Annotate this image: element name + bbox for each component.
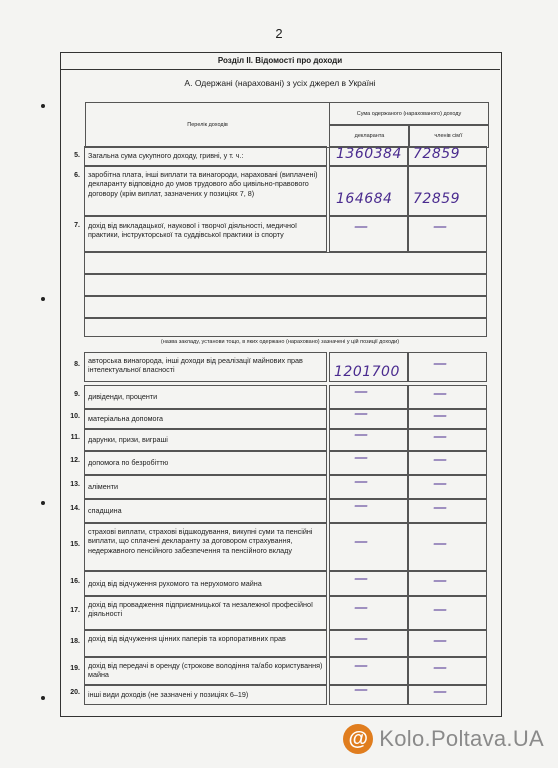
family-cell (408, 166, 487, 216)
table-row (62, 571, 487, 596)
institution-line (84, 318, 487, 337)
table-row (62, 166, 487, 216)
family-value: — (433, 572, 448, 589)
punch-hole (41, 297, 45, 301)
family-cell (408, 596, 487, 630)
row-label: матеріальна допомога (88, 414, 163, 423)
declarant-value: 1201700 (334, 364, 400, 380)
row-number: 18. (70, 637, 80, 645)
declarant-cell (329, 571, 408, 596)
row-label: дарунки, призи, виграші (88, 435, 168, 444)
row-number: 5. (74, 152, 80, 159)
declarant-cell (329, 406, 408, 429)
table-row (62, 216, 487, 252)
declarant-cell (329, 166, 408, 216)
family-value: — (433, 632, 448, 649)
family-cell (408, 685, 487, 705)
row-number: 12. (70, 457, 80, 464)
row-label: дивіденди, проценти (88, 392, 158, 401)
table-row (62, 451, 487, 475)
page-number: 2 (275, 26, 283, 41)
row-label: авторська винагорода, інші доходи від реалізації майнових прав інтелектуальної власності (88, 356, 303, 375)
family-cell (408, 429, 487, 451)
table-row (62, 429, 487, 451)
table-row (62, 352, 487, 382)
declarant-cell (329, 523, 408, 571)
family-value: — (433, 429, 448, 445)
header-declarant: декларанта (329, 124, 410, 148)
family-value: — (433, 536, 448, 552)
row-number: 13. (70, 481, 80, 488)
punch-hole (41, 696, 45, 700)
header-family: членів сім'ї (408, 124, 489, 148)
declarant-value: — (354, 384, 369, 400)
declarant-cell (329, 475, 408, 499)
table-row (62, 682, 487, 705)
section-title: Розділ ІІ. Відомості про доходи (60, 52, 500, 70)
declarant-value: — (354, 534, 369, 550)
header-income-list: Перелік доходів (85, 102, 330, 148)
family-cell (408, 499, 487, 523)
declarant-value: — (354, 406, 369, 422)
row-number: 19. (70, 665, 80, 672)
table-row (62, 523, 487, 571)
row-label: дохід від відчуження рухомого та нерухомого майна (88, 578, 262, 588)
family-value: 72859 (413, 191, 461, 207)
family-value: 72859 (413, 146, 461, 162)
declarant-cell (329, 630, 408, 657)
row-label: дохід від викладацької, наукової і творчої діяльності, медичної практики, інструкторської та суддівської практики із спорту (88, 221, 298, 240)
family-value: — (433, 219, 448, 235)
institution-line (84, 274, 487, 296)
declarant-cell (329, 146, 408, 166)
punch-hole (41, 104, 45, 108)
declarant-value: — (354, 219, 369, 235)
family-value: — (433, 660, 448, 676)
declarant-cell (329, 451, 408, 475)
family-cell (408, 451, 487, 475)
row-number: 17. (70, 607, 80, 614)
declarant-cell (329, 596, 408, 630)
at-sign-logo-icon: @ (343, 724, 373, 754)
declarant-value: — (354, 658, 369, 674)
row-number: 15. (70, 541, 80, 548)
family-cell (408, 352, 487, 382)
family-cell (408, 409, 487, 429)
institution-note: (назва закладу, установи тощо, в яких одержано (нараховано) зазначені у цій позиції доходи) (160, 339, 400, 345)
declarant-cell (329, 657, 408, 685)
declarant-cell (329, 216, 408, 252)
row-label: аліменти (88, 482, 119, 491)
declarant-cell (329, 385, 408, 409)
row-label: страхові виплати, страхові відшкодування, викупні суми та пенсійні виплати, що сплачені декларанту за договором страхування, недержавного пенсійного забезпечення та пенсійного вкладу (88, 527, 313, 555)
family-value: — (433, 602, 448, 618)
family-cell (408, 475, 487, 499)
punch-hole (41, 501, 45, 505)
family-cell (408, 216, 487, 252)
family-cell (408, 571, 487, 596)
declarant-cell (329, 429, 408, 451)
row-number: 8. (74, 361, 80, 368)
family-value: — (433, 408, 448, 424)
declarant-value: — (354, 427, 369, 443)
table-row (62, 657, 487, 685)
institution-line (84, 252, 487, 274)
row-label: спадщина (88, 506, 122, 515)
family-cell (408, 630, 487, 657)
header-amount-group: Сума одержаного (нарахованого) доходу (329, 102, 489, 126)
row-number: 6. (74, 172, 80, 179)
declarant-value: — (354, 450, 369, 466)
declarant-value: — (354, 570, 369, 587)
institution-line (84, 296, 487, 318)
table-row (62, 499, 487, 523)
row-number: 16. (70, 577, 80, 585)
declarant-cell (329, 499, 408, 523)
row-label: інші види доходів (не зазначені у позиціях 6–19) (88, 690, 249, 699)
family-value: — (433, 386, 448, 402)
row-number: 10. (70, 413, 80, 420)
watermark-text: Kolo.Poltava.UA (379, 726, 544, 751)
declarant-cell (329, 352, 408, 382)
table-row (62, 385, 487, 409)
row-number: 14. (70, 505, 80, 512)
table-row (62, 596, 487, 630)
family-value: — (433, 684, 448, 700)
row-number: 7. (74, 222, 80, 229)
declarant-value: 1360384 (336, 146, 402, 162)
table-row (62, 475, 487, 499)
declarant-value: — (354, 474, 369, 490)
row-number: 20. (70, 689, 80, 696)
family-cell (408, 523, 487, 571)
row-label: дохід від відчуження цінних паперів та корпоративних прав (88, 634, 286, 643)
declarant-value: — (354, 600, 369, 616)
table-row (62, 406, 487, 429)
row-label: заробітна плата, інші виплати та винагороди, нараховані (виплачені) декларанту відповідно до умов трудового або цивільно-правового договору (крім виплат, зазначених у позиціях 7, 8) (88, 170, 318, 198)
family-value: — (433, 356, 448, 372)
row-label: допомога по безробіттю (88, 458, 169, 467)
table-row (62, 146, 487, 166)
family-value: — (433, 476, 448, 492)
row-label: Загальна сума сукупного доходу, гривні, у т. ч.: (88, 151, 244, 160)
family-value: — (433, 452, 448, 468)
declarant-value: — (354, 498, 369, 514)
family-cell (408, 385, 487, 409)
row-label: дохід від передачі в оренду (строкове володіння та/або користування) майна (88, 661, 323, 680)
family-value: — (433, 500, 448, 516)
family-cell (408, 146, 487, 166)
declarant-value: — (354, 682, 369, 698)
row-number: 11. (70, 434, 80, 441)
watermark (343, 722, 544, 756)
table-row (62, 630, 487, 657)
row-number: 9. (74, 391, 80, 398)
declarant-cell (329, 682, 408, 705)
declarant-value: — (354, 630, 369, 647)
subsection-title: А. Одержані (нараховані) з усіх джерел в Україні (184, 78, 376, 88)
family-cell (408, 657, 487, 685)
row-label: дохід від провадження підприємницької та незалежної професійної діяльності (88, 600, 313, 619)
declarant-value: 164684 (336, 191, 393, 207)
